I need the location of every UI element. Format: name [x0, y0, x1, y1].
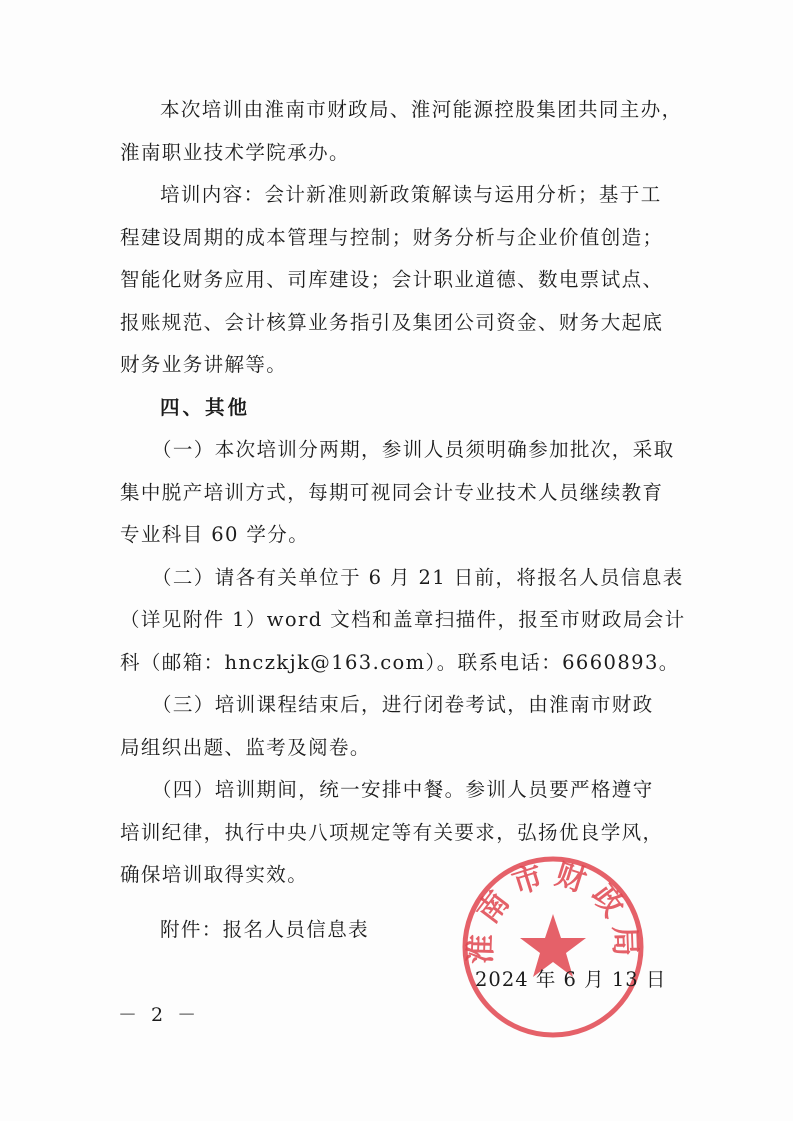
- body-line: 智能化财务应用、司库建设；会计职业道德、数电票试点、: [120, 268, 664, 291]
- body-line: 科（邮箱：hnczkjk@163.com）。联系电话：6660893。: [120, 651, 680, 674]
- svg-text:淮南市财政局: 淮南市财政局: [463, 857, 643, 965]
- body-line: 本次培训由淮南市财政局、淮河能源控股集团共同主办，: [160, 98, 683, 121]
- body-line: （四）培训期间，统一安排中餐。参训人员要严格遵守: [152, 778, 654, 801]
- body-line: （三）培训课程结束后，进行闭卷考试，由淮南市财政: [152, 693, 654, 716]
- body-line: （二）请各有关单位于 6 月 21 日前，将报名人员信息表: [152, 566, 684, 589]
- body-line: 程建设周期的成本管理与控制；财务分析与企业价值创造；: [120, 226, 664, 249]
- attachment-line: 附件：报名人员信息表: [160, 918, 370, 941]
- body-line: 淮南职业技术学院承办。: [120, 141, 350, 164]
- body-line: 培训纪律，执行中央八项规定等有关要求，弘扬优良学风，: [120, 821, 664, 844]
- body-line: 集中脱产培训方式，每期可视同会计专业技术人员继续教育: [120, 481, 664, 504]
- body-line: 培训内容：会计新准则新政策解读与运用分析；基于工: [160, 183, 662, 206]
- body-line: 财务业务讲解等。: [120, 353, 288, 376]
- official-seal-stamp: [458, 852, 648, 1042]
- body-line: （详见附件 1）word 文档和盖章扫描件，报至市财政局会计: [120, 608, 686, 631]
- body-line: 局组织出题、监考及阅卷。: [120, 736, 371, 759]
- document-date: 2024 年 6 月 13 日: [475, 968, 667, 991]
- body-line: 专业科目 60 学分。: [120, 523, 310, 546]
- page-number: － 2 －: [118, 1004, 201, 1026]
- body-line: 报账规范、会计核算业务指引及集团公司资金、财务大起底: [120, 311, 664, 334]
- body-line: （一）本次培训分两期，参训人员须明确参加批次，采取: [152, 438, 675, 461]
- section-heading: 四、其他: [160, 396, 251, 419]
- body-line: 确保培训取得实效。: [120, 863, 309, 886]
